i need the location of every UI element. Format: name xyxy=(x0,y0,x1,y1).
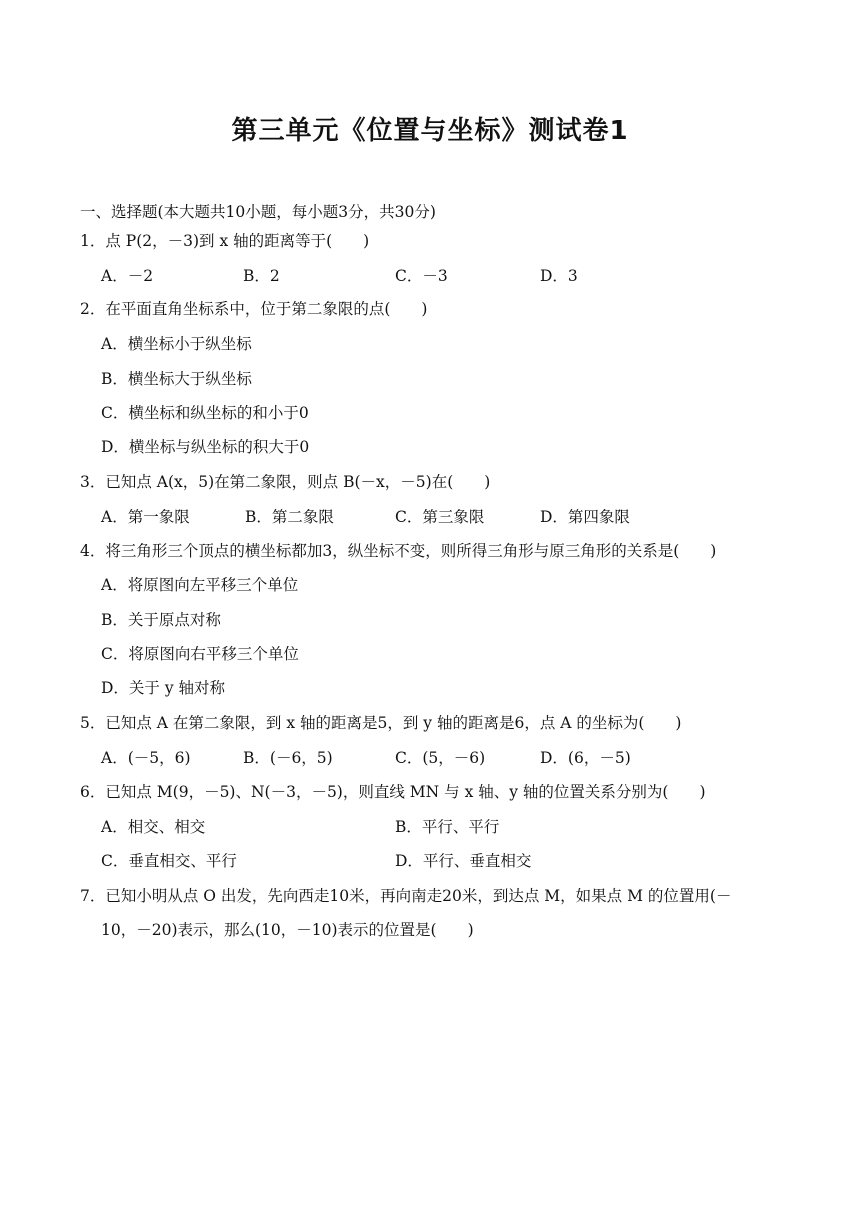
question-4-option-b: B．关于原点对称 xyxy=(101,611,221,629)
question-5-option-d: D．(6，－5) xyxy=(540,749,631,767)
question-1-option-a: A．－2 xyxy=(101,267,154,285)
question-2-option-c: C．横坐标和纵坐标的和小于0 xyxy=(101,404,309,422)
question-1-stem: 1．点 P(2，－3)到 x 轴的距离等于( ) xyxy=(80,232,370,250)
question-1-option-d: D．3 xyxy=(540,267,578,285)
question-7-stem-continued: 10，－20)表示，那么(10，－10)表示的位置是( ) xyxy=(101,921,474,939)
question-2-stem: 2．在平面直角坐标系中，位于第二象限的点( ) xyxy=(80,300,428,318)
question-4-option-c: C．将原图向右平移三个单位 xyxy=(101,645,299,663)
question-3-option-b: B．第二象限 xyxy=(245,508,334,526)
question-4-option-a: A．将原图向左平移三个单位 xyxy=(101,576,299,594)
question-3-option-a: A．第一象限 xyxy=(101,508,190,526)
question-5-option-b: B．(－6，5) xyxy=(243,749,333,767)
question-4-stem: 4．将三角形三个顶点的横坐标都加3，纵坐标不变，则所得三角形与原三角形的关系是( ) xyxy=(80,542,717,560)
question-3-option-d: D．第四象限 xyxy=(540,508,630,526)
question-2-option-d: D．横坐标与纵坐标的积大于0 xyxy=(101,438,310,456)
page-title: 第三单元《位置与坐标》测试卷1 xyxy=(231,116,629,146)
question-5-stem: 5．已知点 A 在第二象限，到 x 轴的距离是5，到 y 轴的距离是6，点 A 的坐标为( ) xyxy=(80,714,682,732)
question-6-option-b: B．平行、平行 xyxy=(395,818,500,836)
question-6-stem: 6．已知点 M(9，－5)、N(－3，－5)，则直线 MN 与 x 轴、y 轴的位置关系分别为( ) xyxy=(80,783,706,801)
question-7-stem: 7．已知小明从点 O 出发，先向西走10米，再向南走20米，到达点 M，如果点 M 的位置用(－ xyxy=(80,887,732,905)
question-3-stem: 3．已知点 A(x，5)在第二象限，则点 B(－x，－5)在( ) xyxy=(80,473,491,491)
question-2-option-a: A．横坐标小于纵坐标 xyxy=(101,335,252,353)
question-5-option-c: C．(5，－6) xyxy=(395,749,486,767)
question-4-option-d: D．关于 y 轴对称 xyxy=(101,679,226,697)
question-6-option-d: D．平行、垂直相交 xyxy=(395,852,532,870)
section-heading: 一、选择题(本大题共10小题，每小题3分，共30分) xyxy=(80,203,436,221)
question-1-option-c: C．－3 xyxy=(395,267,448,285)
question-5-option-a: A．(－5，6) xyxy=(101,749,191,767)
question-6-option-a: A．相交、相交 xyxy=(101,818,206,836)
question-6-option-c: C．垂直相交、平行 xyxy=(101,852,237,870)
question-3-option-c: C．第三象限 xyxy=(395,508,485,526)
question-2-option-b: B．横坐标大于纵坐标 xyxy=(101,370,252,388)
question-1-option-b: B．2 xyxy=(243,267,280,285)
